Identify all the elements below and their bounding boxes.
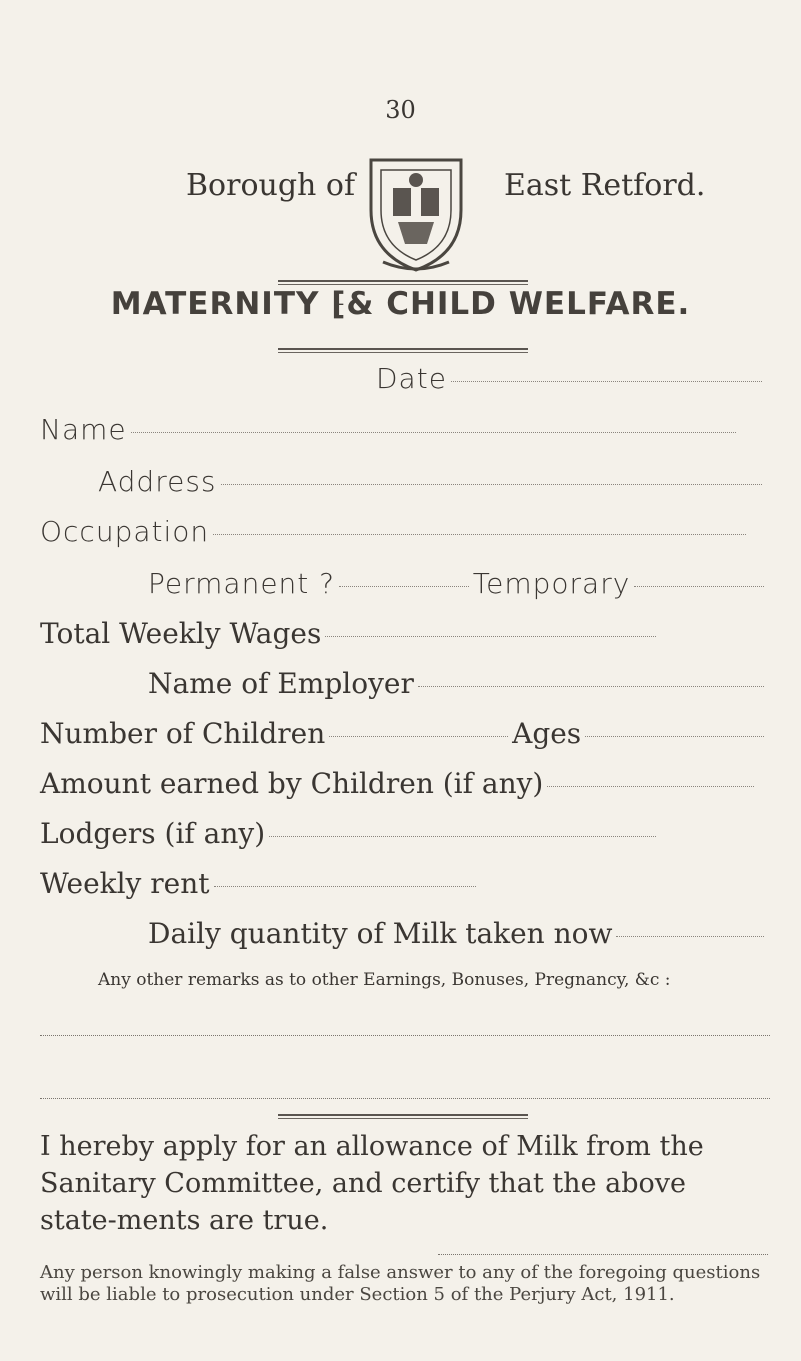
wages-label: Total Weekly Wages xyxy=(40,617,322,650)
perjury-notice: Any person knowingly making a false answer to any of the foregoing questions will be liable to prosecution under Section 5 of the Perjury Act, 1911. xyxy=(40,1262,761,1305)
page-number: 30 xyxy=(385,96,416,124)
ages-label: Ages xyxy=(512,717,582,750)
lodgers-label: Lodgers (if any) xyxy=(40,817,266,850)
permanent-label: Permanent ? xyxy=(148,567,336,600)
amount-earned-label: Amount earned by Children (if any) xyxy=(40,767,544,800)
permanent-temporary-field xyxy=(148,567,768,600)
weekly-rent-label: Weekly rent xyxy=(40,867,210,900)
form-title: MATERNITY ⁅& CHILD WELFARE. xyxy=(110,286,691,322)
milk-label: Daily quantity of Milk taken now xyxy=(148,917,613,950)
date-dots xyxy=(451,381,762,382)
employer-label: Name of Employer xyxy=(148,667,414,700)
children-label: Number of Children xyxy=(40,717,326,750)
address-label: Address xyxy=(98,465,217,498)
occupation-label: Occupation xyxy=(40,515,210,548)
amount-earned-dots xyxy=(547,786,754,787)
milk-field xyxy=(148,917,768,950)
wages-field xyxy=(40,617,660,650)
lodgers-dots xyxy=(269,836,656,837)
amount-earned-field xyxy=(40,767,758,800)
signature-line xyxy=(438,1254,768,1255)
title-rule-bottom xyxy=(278,348,528,350)
permanent-dots xyxy=(339,586,469,587)
date-label: Date xyxy=(376,362,447,395)
children-dots xyxy=(329,736,508,737)
temporary-label: Temporary xyxy=(472,567,631,600)
name-field xyxy=(40,413,740,446)
temporary-dots xyxy=(634,586,764,587)
certification-text: I hereby apply for an allowance of Milk from the Sanitary Committee, and certify that the above state-ments are true. xyxy=(40,1131,704,1236)
occupation-field xyxy=(40,515,750,548)
title-rule-bottom-thin xyxy=(278,352,528,353)
ages-dots xyxy=(585,736,764,737)
address-dots xyxy=(221,484,762,485)
children-field xyxy=(40,717,768,750)
milk-dots xyxy=(616,936,764,937)
remarks-line-1 xyxy=(40,1035,770,1036)
section-rule-thin xyxy=(278,1118,528,1119)
address-field xyxy=(98,465,766,498)
weekly-rent-field xyxy=(40,867,480,900)
employer-dots xyxy=(418,686,764,687)
wages-dots xyxy=(325,636,656,637)
title-rule-top xyxy=(278,280,528,282)
title-rule-top-thin xyxy=(278,284,528,285)
date-field xyxy=(376,362,766,395)
header-borough-of: Borough of xyxy=(186,168,356,203)
borough-seal-icon xyxy=(353,150,479,276)
header-east-retford: East Retford. xyxy=(504,168,706,203)
lodgers-field xyxy=(40,817,660,850)
employer-field xyxy=(148,667,768,700)
name-dots xyxy=(131,432,736,433)
name-label: Name xyxy=(40,413,127,446)
remarks-line-2 xyxy=(40,1098,770,1099)
occupation-dots xyxy=(213,534,746,535)
weekly-rent-dots xyxy=(214,886,476,887)
remarks-label: Any other remarks as to other Earnings, Bonuses, Pregnancy, &c : xyxy=(98,970,671,990)
section-rule xyxy=(278,1114,528,1116)
